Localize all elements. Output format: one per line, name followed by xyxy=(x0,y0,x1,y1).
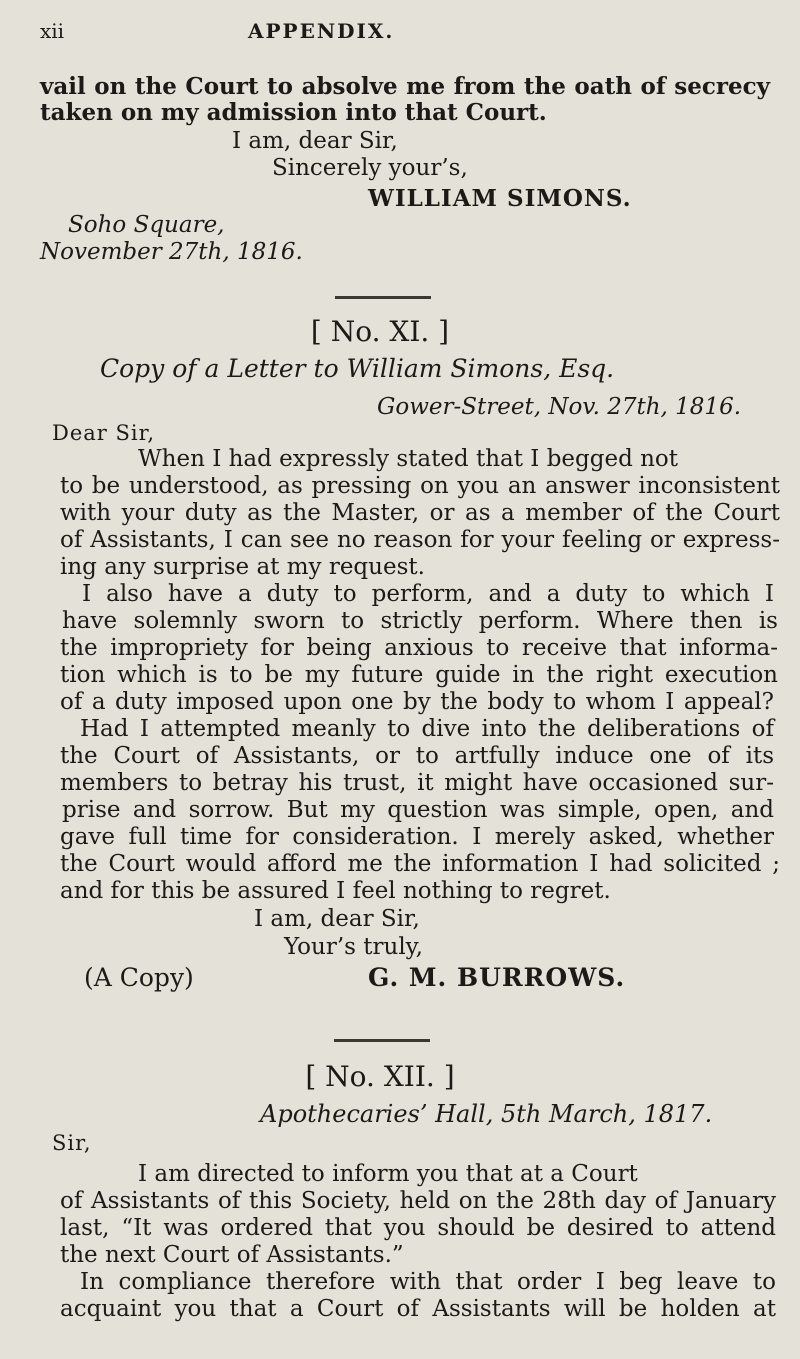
letter1-place: Soho Square, xyxy=(68,212,225,238)
letter3-address-date: Apothecaries’ Hall, 5th March, 1817. xyxy=(260,1100,713,1128)
letter1-line-1: vail on the Court to absolve me from the oath of secrecy xyxy=(40,73,770,100)
letter1-signature: WILLIAM SIMONS. xyxy=(368,185,632,212)
letter3-body-1: of Assistants of this Society, held on the 28th day of January xyxy=(60,1188,776,1214)
letter3-body-2: last, “It was ordered that you should be desired to attend xyxy=(60,1215,776,1241)
letter3-number: [ No. XII. ] xyxy=(305,1060,455,1093)
page-number: xii xyxy=(40,19,65,43)
divider-rule-2 xyxy=(334,1039,430,1042)
letter2-copy-note: (A Copy) xyxy=(84,963,194,992)
letter1-date: November 27th, 1816. xyxy=(40,239,303,265)
letter3-body-3: the next Court of Assistants.” xyxy=(60,1242,404,1268)
letter2-body-8: tion which is to be my future guide in the right execution xyxy=(60,662,778,688)
letter2-body-3: of Assistants, I can see no reason for your feeling or express- xyxy=(60,527,780,553)
letter2-salutation: Dear Sir, xyxy=(52,421,156,445)
letter2-body-16: and for this be assured I feel nothing to regret. xyxy=(60,878,611,904)
letter2-body-6: have solemnly sworn to strictly perform. Where then is xyxy=(62,608,778,634)
letter2-address-date: Gower-Street, Nov. 27th, 1816. xyxy=(377,394,742,420)
letter3-body-0: I am directed to inform you that at a Court xyxy=(138,1161,638,1187)
letter2-signature: G. M. BURROWS. xyxy=(368,963,626,992)
letter2-body-2: with your duty as the Master, or as a member of the Court xyxy=(60,500,780,526)
divider-rule-1 xyxy=(335,296,431,299)
letter2-body-14: gave full time for consideration. I merely asked, whether xyxy=(60,824,774,850)
letter3-body-4: In compliance therefore with that order I beg leave to xyxy=(80,1269,776,1295)
letter2-body-11: the Court of Assistants, or to artfully induce one of its xyxy=(60,743,774,769)
letter3-body-5: acquaint you that a Court of Assistants will be holden at xyxy=(60,1296,776,1322)
letter2-body-10: Had I attempted meanly to dive into the deliberations of xyxy=(80,716,774,742)
letter2-body-5: I also have a duty to perform, and a duty to which I xyxy=(82,581,774,607)
running-title: APPENDIX. xyxy=(248,19,395,43)
letter1-closing: I am, dear Sir, xyxy=(232,128,398,154)
letter2-closing: I am, dear Sir, xyxy=(254,906,420,932)
letter2-body-0: When I had expressly stated that I begged not xyxy=(138,446,679,472)
letter2-number: [ No. XI. ] xyxy=(310,315,450,348)
letter2-body-15: the Court would afford me the information I had solicited ; xyxy=(60,851,780,877)
letter2-body-9: of a duty imposed upon one by the body to whom I appeal? xyxy=(60,689,774,715)
letter2-body-4: ing any surprise at my request. xyxy=(60,554,425,580)
letter2-body-1: to be understood, as pressing on you an answer inconsistent xyxy=(60,473,780,499)
letter2-valediction: Your’s truly, xyxy=(284,934,423,960)
letter2-body-13: prise and sorrow. But my question was simple, open, and xyxy=(62,797,774,823)
letter2-heading: Copy of a Letter to William Simons, Esq. xyxy=(100,354,615,383)
letter2-body-12: members to betray his trust, it might have occasioned sur- xyxy=(60,770,774,796)
letter1-valediction: Sincerely your’s, xyxy=(272,155,468,181)
letter2-body-7: the impropriety for being anxious to receive that informa- xyxy=(60,635,778,661)
letter1-line-2: taken on my admission into that Court. xyxy=(40,99,547,126)
letter3-salutation: Sir, xyxy=(52,1131,92,1155)
